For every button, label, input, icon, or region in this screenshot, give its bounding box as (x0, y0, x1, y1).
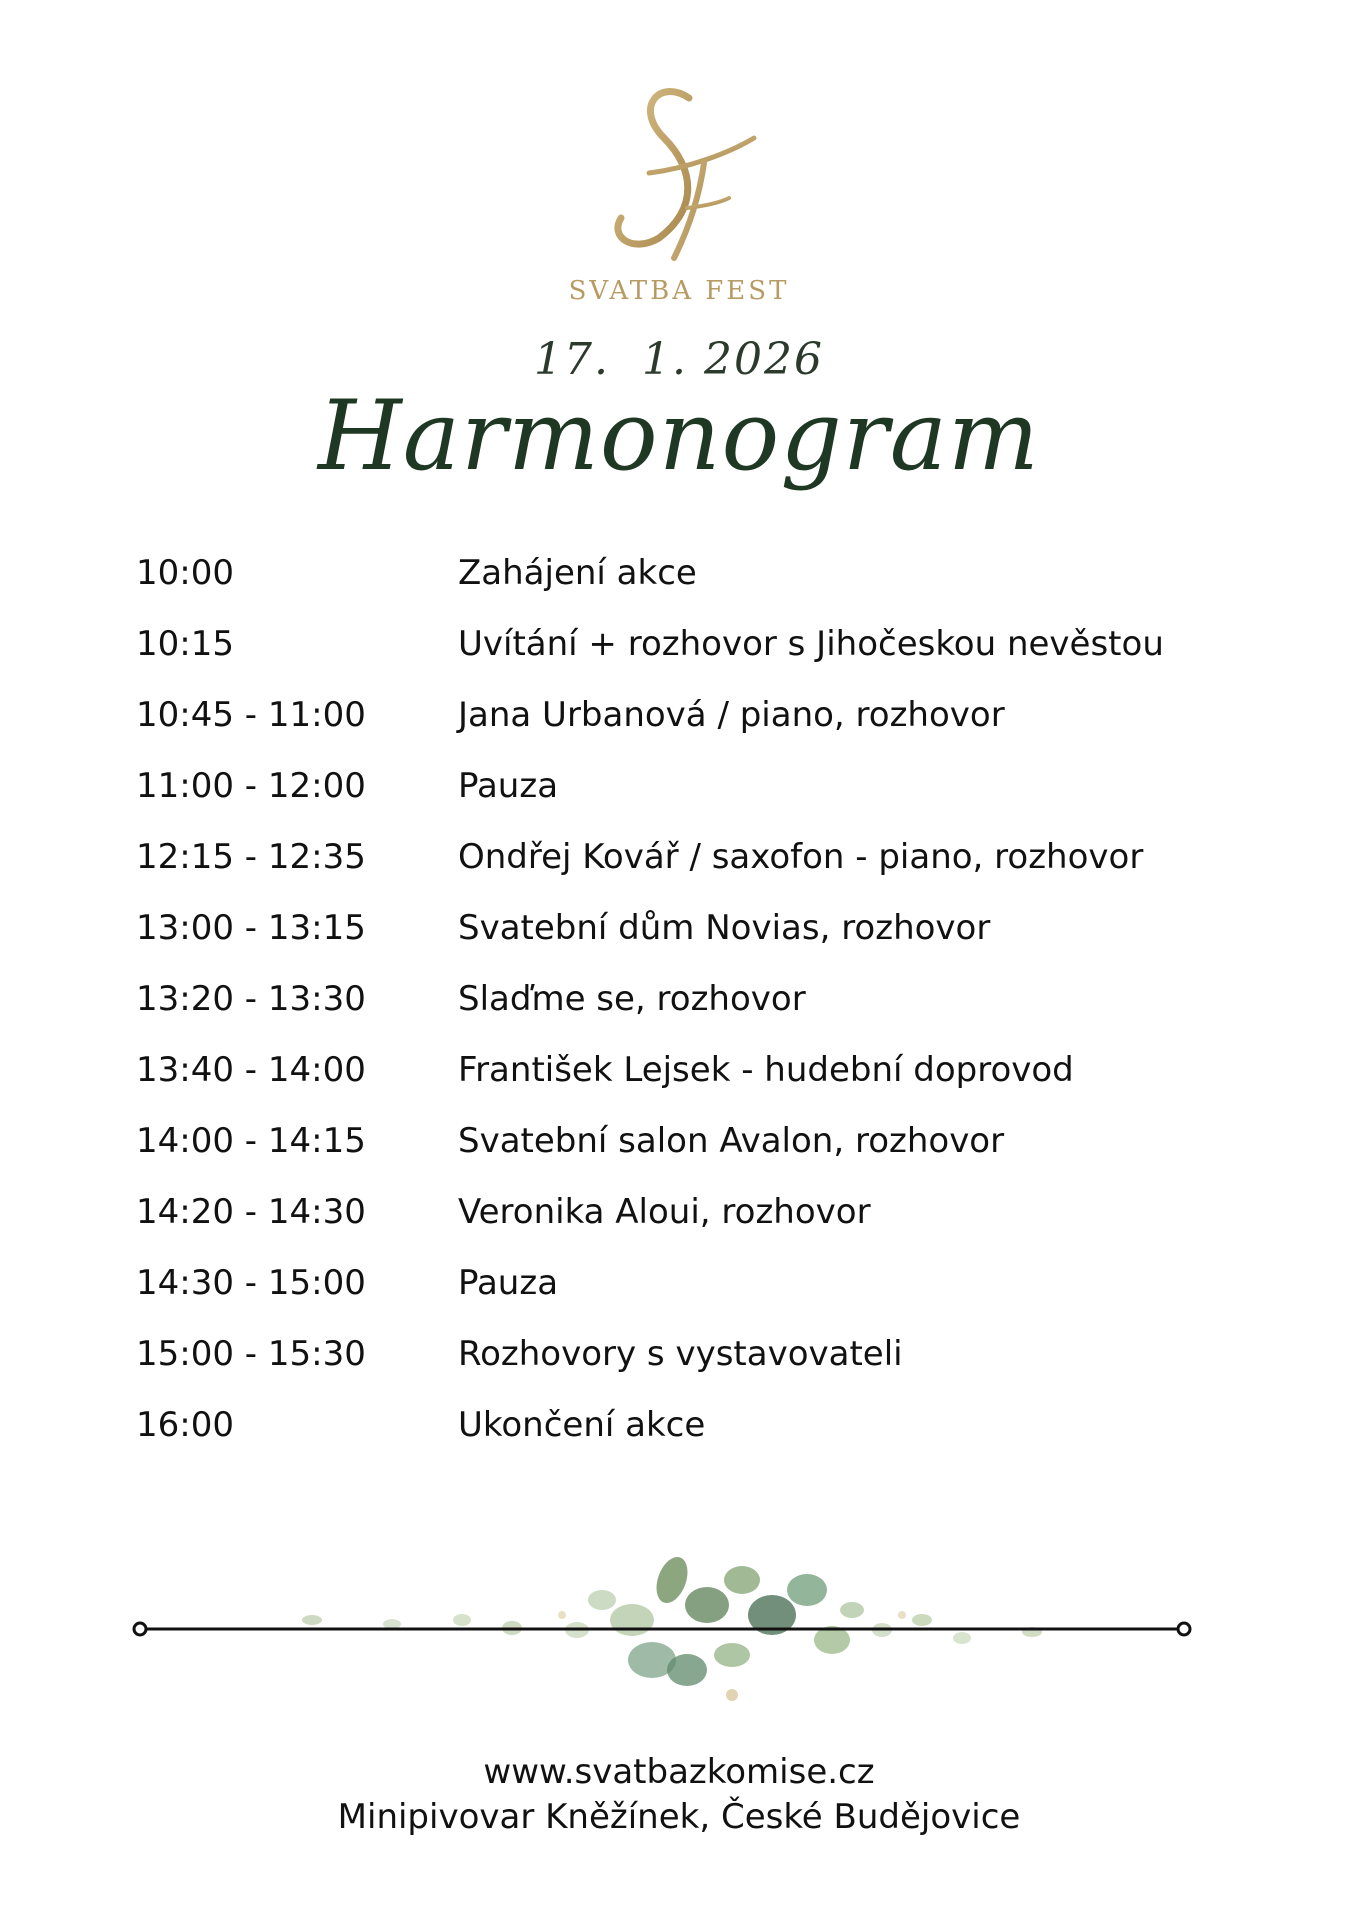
schedule-row (136, 1187, 1236, 1258)
event-date: 17. 1. 2026 (534, 334, 824, 385)
brand-name: SVATBA FEST (568, 276, 790, 306)
schedule-time: 10:00 (136, 553, 234, 593)
schedule-row (136, 761, 1236, 832)
schedule-row (136, 1400, 1236, 1471)
schedule-time: 11:00 - 12:00 (136, 766, 366, 806)
schedule-time: 13:40 - 14:00 (136, 1050, 366, 1090)
floral-divider (132, 1520, 1192, 1720)
schedule-row (136, 1116, 1236, 1187)
schedule-event: Pauza (458, 1263, 559, 1303)
schedule-row (136, 690, 1236, 761)
schedule-time: 10:45 - 11:00 (136, 695, 366, 735)
schedule-time: 14:20 - 14:30 (136, 1192, 366, 1232)
schedule-row (136, 1258, 1236, 1329)
schedule-time: 12:15 - 12:35 (136, 837, 366, 877)
schedule-event: Jana Urbanová / piano, rozhovor (458, 695, 1005, 735)
schedule-list (136, 548, 1236, 1471)
schedule-row (136, 974, 1236, 1045)
schedule-event: Slaďme se, rozhovor (458, 979, 806, 1019)
schedule-time: 13:20 - 13:30 (136, 979, 366, 1019)
divider-end-right (1178, 1623, 1190, 1635)
leaf-decoration-icon (302, 1553, 1042, 1701)
schedule-time: 16:00 (136, 1405, 234, 1445)
schedule-row (136, 903, 1236, 974)
schedule-row (136, 1045, 1236, 1116)
divider-end-left (134, 1623, 146, 1635)
logo-monogram-graphic (579, 78, 779, 268)
schedule-event: Svatební salon Avalon, rozhovor (458, 1121, 1005, 1161)
schedule-row (136, 1329, 1236, 1400)
schedule-event: Ondřej Kovář / saxofon - piano, rozhovor (458, 837, 1144, 877)
schedule-time: 15:00 - 15:30 (136, 1334, 366, 1374)
logo-monogram (579, 78, 779, 268)
schedule-time: 10:15 (136, 624, 234, 664)
schedule-event: Zahájení akce (458, 553, 697, 593)
page-title: Harmonogram (318, 380, 1040, 492)
schedule-event: Uvítání + rozhovor s Jihočeskou nevěstou (458, 624, 1164, 664)
website-link[interactable]: www.svatbazkomise.cz (483, 1752, 875, 1792)
schedule-event: Svatební dům Novias, rozhovor (458, 908, 991, 948)
schedule-event: Veronika Aloui, rozhovor (458, 1192, 871, 1232)
schedule-event: František Lejsek - hudební doprovod (458, 1050, 1074, 1090)
schedule-time: 14:00 - 14:15 (136, 1121, 366, 1161)
schedule-event: Rozhovory s vystavovateli (458, 1334, 903, 1374)
schedule-event: Ukončení akce (458, 1405, 706, 1445)
schedule-time: 14:30 - 15:00 (136, 1263, 366, 1303)
schedule-row (136, 619, 1236, 690)
schedule-row (136, 548, 1236, 619)
schedule-time: 13:00 - 13:15 (136, 908, 366, 948)
schedule-event: Pauza (458, 766, 559, 806)
venue-address: Minipivovar Kněžínek, České Budějovice (337, 1797, 1021, 1837)
schedule-row (136, 832, 1236, 903)
